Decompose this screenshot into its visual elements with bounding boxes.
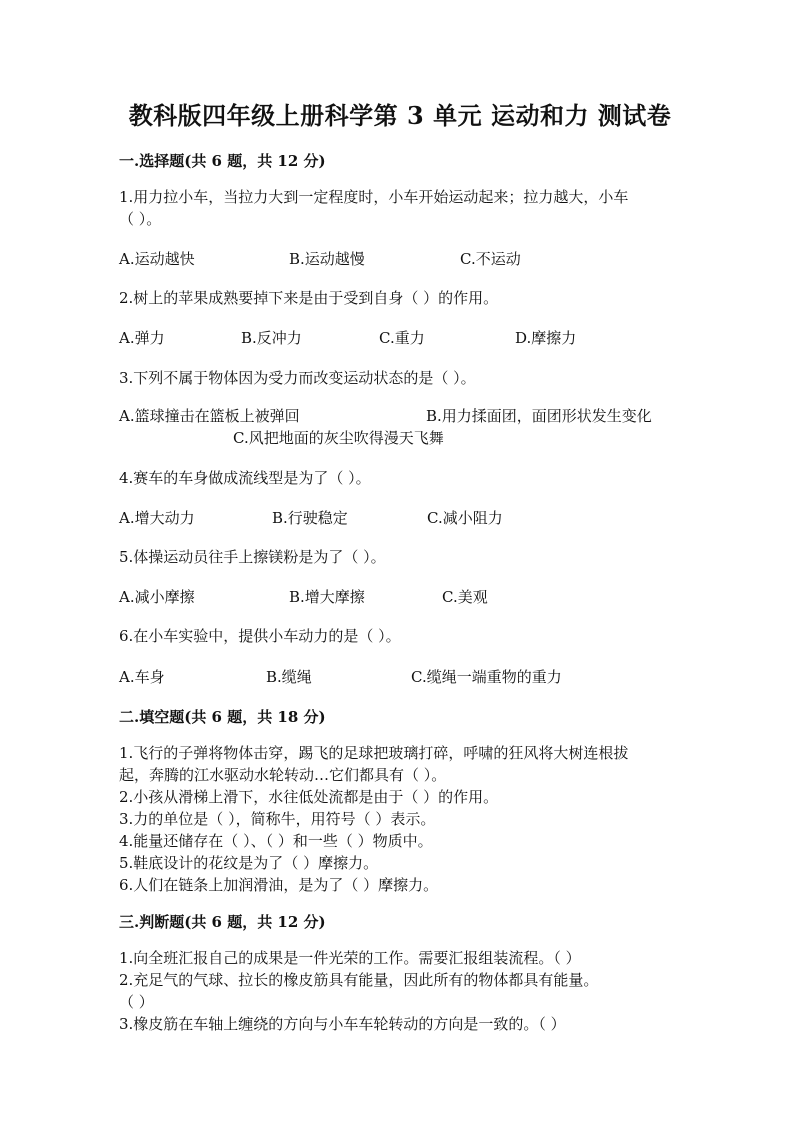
- option-a: A.弹力: [119, 329, 165, 347]
- judge-line: 3.橡皮筋在车轴上缠绕的方向与小车车轮转动的方向是一致的。（ ）: [119, 1015, 566, 1033]
- option-c: C.减小阻力: [427, 509, 503, 527]
- judge-line: 1.向全班汇报自己的成果是一件光荣的工作。需要汇报组装流程。（ ）: [119, 949, 581, 967]
- fill-line: 5.鞋底设计的花纹是为了（ ）摩擦力。: [119, 854, 379, 872]
- fill-line: 6.人们在链条上加润滑油，是为了（ ）摩擦力。: [119, 876, 439, 894]
- section-heading-fill: 二.填空题(共 6 题，共 18 分): [119, 708, 326, 726]
- option-b: B.行驶稳定: [272, 509, 348, 527]
- option-a: A.车身: [119, 668, 165, 686]
- question-text: （ ）。: [119, 210, 162, 228]
- option-b: B.运动越慢: [289, 250, 365, 268]
- option-b: B.缆绳: [266, 668, 312, 686]
- question-text: 5.体操运动员往手上擦镁粉是为了（ ）。: [119, 548, 386, 566]
- section-heading-choice: 一.选择题(共 6 题，共 12 分): [119, 152, 326, 170]
- fill-line: 4.能量还储存在（ ）、（ ）和一些（ ）物质中。: [119, 832, 433, 850]
- fill-line: 起，奔腾的江水驱动水轮转动…它们都具有（ ）。: [119, 766, 447, 784]
- judge-line: （ ）: [119, 993, 154, 1011]
- option-b: B.反冲力: [241, 329, 302, 347]
- option-c: C.美观: [442, 588, 488, 606]
- option-c: C.缆绳一端重物的重力: [411, 668, 562, 686]
- question-text: 1.用力拉小车，当拉力大到一定程度时，小车开始运动起来；拉力越大，小车: [119, 188, 629, 206]
- question-text: 4.赛车的车身做成流线型是为了（ ）。: [119, 469, 371, 487]
- option-c: C.重力: [379, 329, 425, 347]
- option-a: A.运动越快: [119, 250, 195, 268]
- option-d: D.摩擦力: [515, 329, 577, 347]
- page-title: 教科版四年级上册科学第 3 单元 运动和力 测试卷: [128, 101, 672, 130]
- question-text: 2.树上的苹果成熟要掉下来是由于受到自身（ ）的作用。: [119, 289, 499, 307]
- option-c: C.不运动: [460, 250, 521, 268]
- option-a: A.减小摩擦: [119, 588, 195, 606]
- fill-line: 1.飞行的子弹将物体击穿，踢飞的足球把玻璃打碎，呼啸的狂风将大树连根拔: [119, 744, 629, 762]
- question-text: 6.在小车实验中，提供小车动力的是（ ）。: [119, 627, 401, 645]
- fill-line: 3.力的单位是（ ），简称牛，用符号（ ）表示。: [119, 810, 436, 828]
- option-b: B.增大摩擦: [289, 588, 365, 606]
- judge-line: 2.充足气的气球、拉长的橡皮筋具有能量，因此所有的物体都具有能量。: [119, 971, 599, 989]
- option-a: A.增大动力: [119, 509, 195, 527]
- question-text: 3.下列不属于物体因为受力而改变运动状态的是（ ）。: [119, 369, 476, 387]
- option-a: A.篮球撞击在篮板上被弹回: [119, 407, 300, 425]
- option-b: B.用力揉面团，面团形状发生变化: [426, 407, 652, 425]
- option-c: C.风把地面的灰尘吹得漫天飞舞: [233, 429, 444, 447]
- section-heading-judge: 三.判断题(共 6 题，共 12 分): [119, 913, 326, 931]
- fill-line: 2.小孩从滑梯上滑下，水往低处流都是由于（ ）的作用。: [119, 788, 499, 806]
